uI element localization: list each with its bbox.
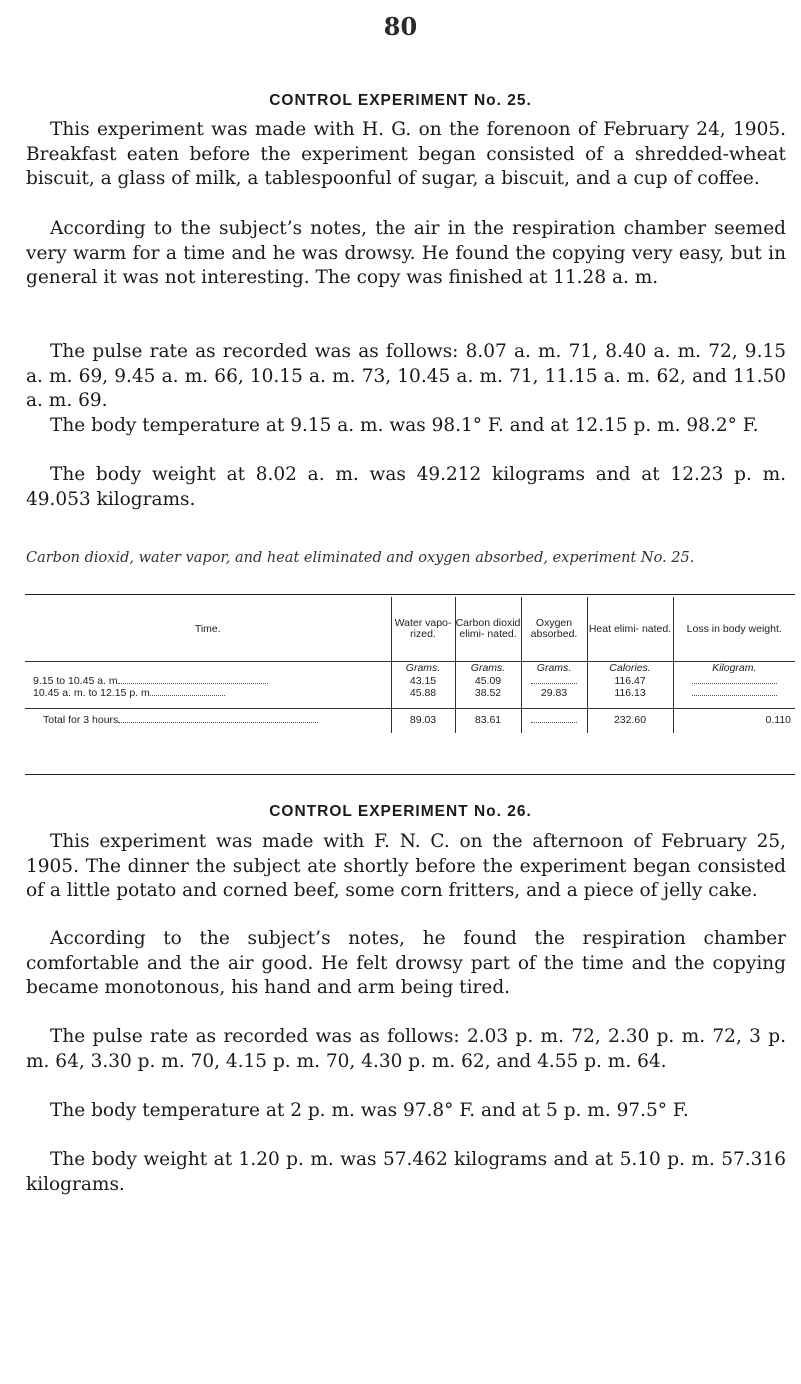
row2-oxygen: 29.83 xyxy=(521,687,587,700)
row2-heat: 116.13 xyxy=(587,687,673,700)
row1-time xyxy=(25,675,391,688)
header-loss: Loss in body weight. xyxy=(673,597,795,662)
header-water: Water vapo- rized. xyxy=(391,597,455,662)
table-bottom-rule xyxy=(25,774,795,775)
table-row xyxy=(25,687,795,700)
row2-loss xyxy=(673,687,795,700)
row1-oxygen xyxy=(521,675,587,688)
table-top-rule xyxy=(25,594,795,595)
row2-co2: 38.52 xyxy=(455,687,521,700)
table-total-row xyxy=(25,708,795,733)
unit-time xyxy=(25,662,391,675)
exp25-paragraph-4: The body temperature at 9.15 a. m. was 98.1° F. and at 12.15 p. m. 98.2° F. xyxy=(50,415,759,436)
unit-heat: Calories. xyxy=(587,662,673,675)
unit-oxygen: Grams. xyxy=(521,662,587,675)
experiment-26-heading: CONTROL EXPERIMENT No. 26. xyxy=(269,803,532,820)
exp26-paragraph-2: According to the subject’s notes, he found the respiration chamber comfortable and the air good. He felt drowsy part of the time and the copying became monotonous, his hand and arm being tired. xyxy=(26,928,786,999)
total-heat: 232.60 xyxy=(587,708,673,733)
row2-time-label: 10.45 a. m. to 12.15 p. m xyxy=(33,687,150,699)
header-oxygen: Oxygen absorbed. xyxy=(521,597,587,662)
table-header-row xyxy=(25,597,795,662)
total-co2: 83.61 xyxy=(455,708,521,733)
header-co2: Carbon dioxid elimi- nated. xyxy=(455,597,521,662)
header-time: Time. xyxy=(25,597,391,662)
row2-time xyxy=(25,687,391,700)
exp25-paragraph-3: The pulse rate as recorded was as follows: 8.07 a. m. 71, 8.40 a. m. 72, 9.15 a. m. 69, 9.45 a. m. 66, 10.15 a. m. 73, 10.45 a. m. 71, 11.15 a. m. 62, and 11.50 a. m. 69. xyxy=(26,341,786,412)
exp25-paragraph-5: The body weight at 8.02 a. m. was 49.212 kilograms and at 12.23 p. m. 49.053 kilograms. xyxy=(26,464,786,510)
table-unit-row xyxy=(25,662,795,675)
unit-water: Grams. xyxy=(391,662,455,675)
table-row xyxy=(25,675,795,688)
total-water: 89.03 xyxy=(391,708,455,733)
row2-water: 45.88 xyxy=(391,687,455,700)
exp25-paragraph-1: This experiment was made with H. G. on the forenoon of February 24, 1905. Breakfast eaten before the experiment began consisted of a shredded-wheat biscuit, a glass of milk, a tablespoonful of sugar, a biscuit, and a cup of coffee. xyxy=(26,119,786,190)
table-caption: Carbon dioxid, water vapor, and heat eliminated and oxygen absorbed, experiment No. 25. xyxy=(26,550,695,566)
unit-loss: Kilogram. xyxy=(673,662,795,675)
exp26-paragraph-3: The pulse rate as recorded was as follows: 2.03 p. m. 72, 2.30 p. m. 72, 3 p. m. 64, 3.30 p. m. 70, 4.15 p. m. 70, 4.30 p. m. 62, and 4.55 p. m. 64. xyxy=(26,1026,786,1072)
header-heat: Heat elimi- nated. xyxy=(587,597,673,662)
total-label-text: Total for 3 hours xyxy=(43,714,119,727)
results-table xyxy=(25,597,795,733)
row1-water: 43.15 xyxy=(391,675,455,688)
total-label xyxy=(25,708,391,733)
page-number: 80 xyxy=(383,12,418,41)
row1-co2: 45.09 xyxy=(455,675,521,688)
row1-time-label: 9.15 to 10.45 a. m xyxy=(33,674,118,687)
row1-heat: 116.47 xyxy=(587,675,673,688)
exp26-paragraph-4: The body temperature at 2 p. m. was 97.8° F. and at 5 p. m. 97.5° F. xyxy=(50,1100,689,1121)
row1-loss xyxy=(673,675,795,688)
total-oxygen xyxy=(521,708,587,733)
exp26-paragraph-5: The body weight at 1.20 p. m. was 57.462 kilograms and at 5.10 p. m. 57.316 kilograms. xyxy=(26,1149,786,1195)
unit-co2: Grams. xyxy=(455,662,521,675)
experiment-25-heading: CONTROL EXPERIMENT No. 25. xyxy=(269,92,532,109)
exp26-paragraph-1: This experiment was made with F. N. C. on the afternoon of February 25, 1905. The dinner the subject ate shortly before the experiment began consisted of a little potato and corned beef, some corn fritters, and a piece of jelly cake. xyxy=(26,831,786,902)
exp25-paragraph-2: According to the subject’s notes, the air in the respiration chamber seemed very warm for a time and he was drowsy. He found the copying very easy, but in general it was not interesting. The copy was finished at 11.28 a. m. xyxy=(26,218,786,289)
total-loss: 0.110 xyxy=(673,708,795,733)
